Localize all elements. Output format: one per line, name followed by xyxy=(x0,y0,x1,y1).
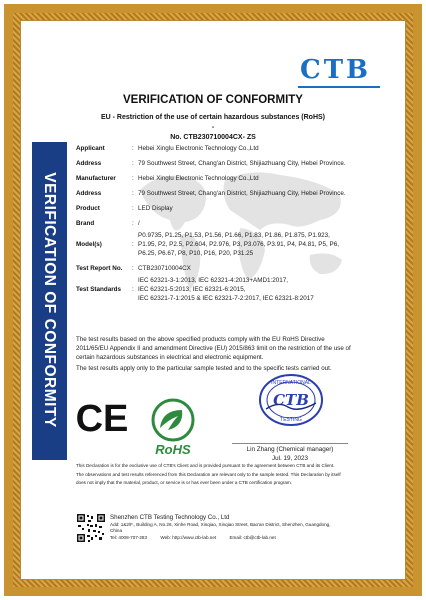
seal-center-text: CTB xyxy=(273,391,309,409)
field-label: Manufacturer xyxy=(76,175,116,182)
field-value xyxy=(138,276,374,303)
field-label: Applicant xyxy=(76,145,105,152)
field-label: Address xyxy=(76,160,102,167)
statement-line: certain hazardous substances in electrical and electronic equipment. xyxy=(76,354,264,361)
scope-statement: The test results apply only to the particular sample tested and to the specific tests carried out. xyxy=(76,365,332,372)
ce-mark-text: CE xyxy=(75,398,129,438)
disclaimer-line: The observations and test results referenced from this Declaration are relevant only to the sample tested. This Declaration by itself xyxy=(76,471,341,477)
issuer-country: China xyxy=(110,528,123,534)
rohs-text: RoHS xyxy=(155,442,191,457)
signature-line xyxy=(232,443,348,444)
standard-line: IEC 62321-3-1:2013, IEC 62321-4:2013+AMD1:2017, xyxy=(138,277,289,284)
field-value: Hebei Xinglu Electronic Technology Co.,Ltd xyxy=(138,145,259,152)
field-label: Address xyxy=(76,190,102,197)
standard-line: IEC 62321-7-1:2015 & IEC 62321-7-2:2017, IEC 62321-8:2017 xyxy=(138,295,314,302)
issuer-tel: Tel: 4008-707-283 xyxy=(110,534,148,540)
issuer-address: Add: 1&2/F., Building A, No.26, Xinhe Road, Xinqiao, Xinqiao Street, Bao'an District, Shenzhen, Guangdong, xyxy=(110,522,331,527)
field-label: Brand xyxy=(76,220,95,227)
ce-mark-icon xyxy=(72,398,132,438)
issuer-name: Shenzhen CTB Testing Technology Co., Ltd xyxy=(110,514,230,521)
signer-name: Lin Zhang (Chemical manager) xyxy=(246,446,334,453)
seal-top-text: INTERNATIONAL xyxy=(271,380,311,386)
seal-bottom-text: TESTING xyxy=(280,417,302,423)
issuer-web: Web: http://www.ctb-lab.net xyxy=(160,534,217,540)
issuer-info xyxy=(110,514,376,541)
certificate-title: VERIFICATION OF CONFORMITY xyxy=(123,94,303,106)
field-label: Test Standards xyxy=(76,286,122,293)
field-label: Product xyxy=(76,205,100,212)
subtitle-line: EU - Restriction of the use of certain hazardous substances (RoHS) - xyxy=(100,114,326,131)
model-line: P0.9735, P1.25, P1.53, P1.56, P1.66, P1.83, P1.86, P1.875, P1.923, xyxy=(138,232,330,239)
side-title: VERIFICATION OF CONFORMITY xyxy=(41,172,58,428)
compliance-statement xyxy=(76,335,368,362)
logo-underline xyxy=(298,86,380,88)
field-value: / xyxy=(138,220,140,227)
ctb-logo: CTB xyxy=(300,55,372,85)
standard-line: IEC 62321-5:2013, IEC 62321-6:2015, xyxy=(138,286,246,293)
issuer-email: Email: ctb@ctb-lab.net xyxy=(229,534,276,540)
field-value: CTB230710004CX xyxy=(138,265,191,272)
disclaimer-line: does not imply that the material, product, or service is or has ever been under a CTB certification program. xyxy=(76,480,293,485)
signer-block xyxy=(232,445,348,463)
field-value: 79 Southwest Street, Chang'an District, Shijiazhuang City, Hebei Province. xyxy=(138,190,346,197)
disclaimer xyxy=(76,462,372,488)
model-line: P1.95, P2, P2.5, P2.604, P2.976, P3, P3.076, P3.91, P4, P4.81, P5, P6, xyxy=(138,241,339,248)
field-value: LED Display xyxy=(138,205,173,212)
field-label: Model(s) xyxy=(76,241,102,248)
field-label: Test Report No. xyxy=(76,265,123,272)
issue-date: Jul. 19, 2023 xyxy=(271,455,309,462)
qr-code-icon xyxy=(76,513,106,543)
disclaimer-line: This Declaration is for the exclusive use of CTB's Client and is provided pursuant to the agreement between CTB and its Client. xyxy=(76,463,335,468)
rohs-logo-icon xyxy=(140,398,206,458)
company-seal-icon xyxy=(258,373,324,427)
field-value: Hebei Xinglu Electronic Technology Co.,Ltd xyxy=(138,175,259,182)
certificate-number: No. CTB230710004CX- ZS xyxy=(170,134,256,141)
model-line: P6.25, P6.67, P8, P10, P16, P20, P31.25 xyxy=(138,250,254,257)
statement-line: 2011/65/EU Appendix II and amendment Directive (EU) 2015/863 limit on the restriction of the use of xyxy=(76,345,351,352)
issuer-contact xyxy=(110,535,376,541)
statement-line: The test results based on the above specified products comply with the EU RoHS Directive xyxy=(76,336,325,343)
field-value: 79 Southwest Street, Chang'an District, Shijiazhuang City, Hebei Province. xyxy=(138,160,346,167)
field-value xyxy=(138,231,374,258)
certificate-subtitle xyxy=(100,113,326,143)
certificate-page: VERIFICATION OF CONFORMITY CTB VERIFICATION OF CONFORMITY EU - Restriction of the use of certain hazardous substances (RoHS) - No. CTB230710004CX- ZS Applicant : Hebei Xinglu Electronic Technology Co.,Ltd Address : 79 Southwest Street, Chang'an District, Shijiazhuang City, Hebei Province. Manufacturer : Hebei Xinglu Electronic Technology Co.,Ltd Address : 79 Southwest Street, Chang'an District, Shijiazhuang City, Hebei Province. Product : LED Display Brand : / Model(s) : P0.9735, P1.25, P1.53, P1.56, P1.66, P1.83, P1.86, P1.875, P1.923, P1.95, P2, P2.5, P2.604, P2.976, P3, P3.076, P3.91, P4, P4.81, P5, P6, P6.25, P6.67, P8, P10, P16, P20, P31.25 Test Report No. : CTB230710004CX Test Standards : IEC 62321-3-1:2013, IEC 62321-4:2013+AMD1:2017, IEC 62321-5:2013, IEC 62321-6:2015, IEC 62321-7-1:2015 & IEC 62321-7-2:2017, IEC 62321-8:2017 The test results based on the above specified products comply with the EU RoHS Directive 2011/65/EU Appendix II and amendment Directive (EU) 2015/863 limit on the restriction of the use of certain hazardous substances in electrical and electronic equipment. The test results apply only to the particular sample tested and to the specific tests carried out. CE RoHS INTERNATIONAL CTB TESTING Lin Zhang (Chemical manager) Jul. 19, 2023 This Declaration is for the exclusive use of CTB's Client and is provided pursuant to the agreement between CTB and its Client. The observations and test results referenced from this Declaration are relevant only to the sample tested. This Declaration by itself does not imply that the material, product, or service is or has ever been under a CTB certification program. Shenzhen CTB Testing Technology Co., Ltd Add: 1&2/F., Building A, No.26, Xinhe Road, Xinqiao, Xinqiao Street, Bao'an District, Shenzhen, Guangdong, China Tel: 4008-707-283 Web: http://www.ctb-lab.net Email: ctb@ctb-lab.net xyxy=(0,0,426,600)
